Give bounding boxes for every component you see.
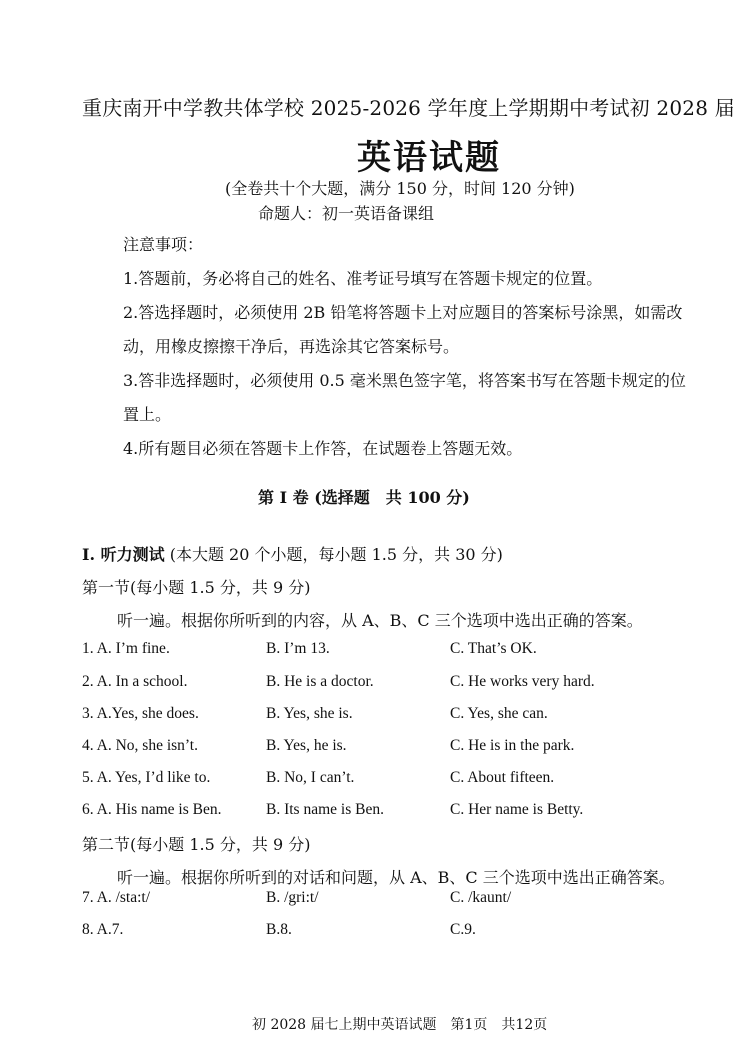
option-b: B. Yes, he is. (266, 737, 347, 754)
page-footer: 初 2028 届七上期中英语试题 第1页 共12页 (252, 1017, 548, 1033)
question-row (82, 921, 732, 949)
notice-item-2-line-2: 动，用橡皮擦擦干净后，再选涂其它答案标号。 (123, 337, 460, 356)
notice-item-1: 1.答题前，务必将自己的姓名、准考证号填写在答题卡规定的位置。 (123, 269, 603, 288)
listening-heading (82, 542, 503, 565)
listening-heading-title: I. 听力测试 (82, 545, 165, 564)
question-row (82, 705, 732, 733)
section-2-title: 第二节(每小题 1.5 分，共 9 分) (82, 835, 311, 854)
question-row (82, 889, 732, 917)
question-row (82, 769, 732, 797)
option-c: C. About fifteen. (450, 769, 555, 786)
option-a: 5. A. Yes, I’d like to. (82, 769, 211, 786)
notice-item-3-line-2: 置上。 (123, 405, 172, 424)
section-1-title: 第一节(每小题 1.5 分，共 9 分) (82, 578, 311, 597)
option-a: 3. A.Yes, she does. (82, 705, 199, 722)
section-2-instruction: 听一遍。根据你所听到的对话和问题，从 A、B、C 三个选项中选出正确答案。 (117, 868, 675, 887)
school-line: 重庆南开中学教共体学校 2025-2026 学年度上学期期中考试初 2028 届 (82, 96, 735, 120)
option-b: B. /gri:t/ (266, 889, 319, 906)
option-a: 1. A. I’m fine. (82, 640, 170, 657)
option-a: 2. A. In a school. (82, 673, 188, 690)
option-c: C. /kaunt/ (450, 889, 512, 906)
option-a: 8. A.7. (82, 921, 124, 938)
option-a: 7. A. /sta:t/ (82, 889, 151, 906)
listening-heading-detail: (本大题 20 个小题，每小题 1.5 分，共 30 分) (164, 545, 503, 564)
exam-meta: (全卷共十个大题，满分 150 分，时间 120 分钟) (225, 179, 575, 198)
option-b: B. He is a doctor. (266, 673, 374, 690)
option-c: C.9. (450, 921, 476, 938)
part-1-heading: 第 I 卷 (选择题 共 100 分) (258, 488, 470, 507)
exam-title: 英语试题 (357, 138, 501, 178)
question-row (82, 737, 732, 765)
option-b: B. Its name is Ben. (266, 801, 384, 818)
question-row (82, 673, 732, 701)
option-a: 4. A. No, she isn’t. (82, 737, 198, 754)
option-b: B. Yes, she is. (266, 705, 353, 722)
option-b: B. I’m 13. (266, 640, 330, 657)
option-c: C. He is in the park. (450, 737, 575, 754)
option-b: B.8. (266, 921, 292, 938)
option-a: 6. A. His name is Ben. (82, 801, 222, 818)
option-c: C. Her name is Betty. (450, 801, 584, 818)
notice-item-4: 4.所有题目必须在答题卡上作答，在试题卷上答题无效。 (123, 439, 523, 458)
notice-title: 注意事项： (123, 235, 204, 254)
notice-item-2-line-1: 2.答选择题时，必须使用 2B 铅笔将答题卡上对应题目的答案标号涂黑，如需改 (123, 303, 683, 322)
question-row (82, 801, 732, 829)
section-1-instruction: 听一遍。根据你所听到的内容，从 A、B、C 三个选项中选出正确的答案。 (117, 611, 643, 630)
option-c: C. That’s OK. (450, 640, 537, 657)
option-c: C. He works very hard. (450, 673, 595, 690)
option-c: C. Yes, she can. (450, 705, 548, 722)
author-line: 命题人：初一英语备课组 (258, 204, 435, 223)
notice-item-3-line-1: 3.答非选择题时，必须使用 0.5 毫米黑色签字笔，将答案书写在答题卡规定的位 (123, 371, 686, 390)
option-b: B. No, I can’t. (266, 769, 355, 786)
question-row (82, 640, 732, 668)
